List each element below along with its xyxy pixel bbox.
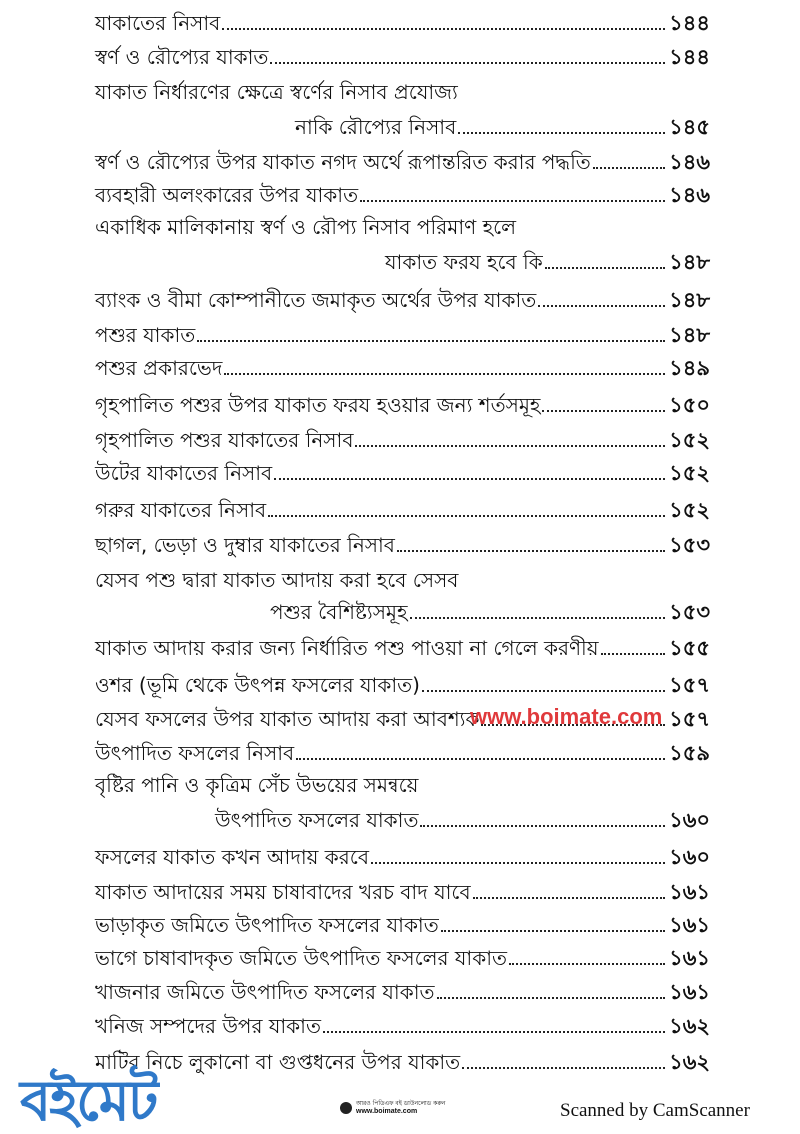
toc-entry [95,875,710,905]
toc-page-number: ১৫৭ [669,673,710,697]
toc-entry [95,840,710,870]
toc-page-number: ১৫২ [669,428,710,452]
toc-entry [95,456,710,486]
toc-entry-title: পশুর প্রকারভেদ [95,356,223,380]
toc-page-number: ১৬০ [669,845,710,869]
footer-promo [340,1100,446,1116]
toc-entry [215,803,710,833]
dot-leader [437,997,666,999]
toc-entry [95,1009,710,1039]
dot-leader [296,758,665,760]
toc-entry [95,528,710,558]
toc-page-number: ১৪৪ [669,11,710,35]
toc-entry-title: বৃষ্টির পানি ও কৃত্রিম সেঁচ উভয়ের সমন্বয়ে [95,773,419,797]
toc-entry-title: খনিজ সম্পদের উপর যাকাত [95,1014,321,1038]
toc-page-number: ১৫০ [669,393,710,417]
camscanner-label: Scanned by CamScanner [560,1100,750,1121]
toc-entry-title: যাকাত আদায়ের সময় চাষাবাদের খরচ বাদ যাবে [95,880,471,904]
toc-page-number: ১৪৬ [669,150,710,174]
toc-page-number: ১৬১ [669,913,710,937]
toc-entry-title: মাটির নিচে লুকানো বা গুপ্তধনের উপর যাকাত [95,1050,461,1074]
toc-page-number: ১৪৮ [669,288,710,312]
dot-leader [420,825,665,827]
dot-leader [410,617,666,619]
toc-entry-title: গরুর যাকাতের নিসাব [95,498,267,522]
dot-leader [538,305,665,307]
toc-entry [95,283,710,313]
dot-leader [224,373,665,375]
toc-entry-title: ভাগে চাষাবাদকৃত জমিতে উৎপাদিত ফসলের যাকাত [95,946,508,970]
toc-entry-title: উৎপাদিত ফসলের যাকাত [215,808,419,832]
toc-entry-title: নাকি রৌপ্যের নিসাব [295,115,457,139]
dot-leader [441,930,665,932]
toc-page-number: ১৬০ [669,808,710,832]
toc-page-number: ১৪৪ [669,45,710,69]
dot-leader [545,267,665,269]
toc-entry-title: যেসব পশু দ্বারা যাকাত আদায় করা হবে সেসব [95,568,459,592]
footer-promo-text: আরও পিডিএফ বই ডাউনলোড করুন [356,1100,446,1107]
dot-leader [397,550,665,552]
footer-url: www.boimate.com [356,1108,418,1115]
toc-entry-title: স্বর্ণ ও রৌপ্যের যাকাত [95,45,269,69]
toc-page-number: ১৪৯ [669,356,710,380]
toc-page-number: ১৫৭ [669,707,710,731]
toc-entry-heading-line [95,75,458,105]
toc-entry-title: যাকাতের নিসাব [95,11,221,35]
toc-entry-title: যাকাত আদায় করার জন্য নির্ধারিত পশু পাওয়া না গেলে করণীয় [95,636,599,660]
dot-leader [509,963,665,965]
toc-entry [95,1045,710,1075]
watermark-logo: বইমেট [20,1069,157,1134]
toc-entry-heading-line [95,563,459,593]
toc-entry-title: ছাগল, ভেড়া ও দুম্বার যাকাতের নিসাব [95,533,395,557]
toc-page-number: ১৪৮ [669,250,710,274]
boimate-logo-icon [340,1102,352,1114]
dot-leader [473,897,666,899]
toc-entry [95,631,710,661]
toc-page-number: ১৫৫ [669,636,710,660]
dot-leader [270,62,665,64]
toc-page-number: ১৬১ [669,880,710,904]
toc-page-number: ১৫৩ [669,600,710,624]
dot-leader [422,690,665,692]
dot-leader [593,167,665,169]
toc-entry-title: ব্যাংক ও বীমা কোম্পানীতে জমাকৃত অর্থের উপর যাকাত [95,288,537,312]
toc-entry-title: একাধিক মালিকানায় স্বর্ণ ও রৌপ্য নিসাব পরিমাণ হলে [95,215,517,239]
toc-page-number: ১৬২ [669,1050,710,1074]
toc-entry [95,423,710,453]
toc-entry-title: উৎপাদিত ফসলের নিসাব [95,741,295,765]
toc-entry-title: যাকাত নির্ধারণের ক্ষেত্রে স্বর্ণের নিসাব প্রযোজ্য [95,80,458,104]
toc-page-number: ১৪৫ [669,115,710,139]
dot-leader [462,1067,665,1069]
toc-entry [95,318,710,348]
toc-entry-title: ফসলের যাকাত কখন আদায় করবে [95,845,369,869]
toc-page-number: ১৫২ [669,498,710,522]
dot-leader [323,1031,665,1033]
toc-page-number: ১৬২ [669,1014,710,1038]
toc-page-number: ১৪৬ [669,183,710,207]
toc-page-number: ১৬১ [669,980,710,1004]
toc-entry [270,595,710,625]
toc-entry-title: পশুর বৈশিষ্ট্যসমূহ [270,600,408,624]
toc-entry [95,668,710,698]
toc-entry [95,908,710,938]
toc-entry-title: গৃহপালিত পশুর যাকাতের নিসাব [95,428,354,452]
toc-page-number: ১৫৩ [669,533,710,557]
toc-entry-title: উটের যাকাতের নিসাব [95,461,273,485]
toc-entry [95,351,710,381]
toc-entry-title: ওশর (ভূমি থেকে উৎপন্ন ফসলের যাকাত) [95,673,420,697]
toc-entry [95,388,710,418]
toc-entry [95,6,710,36]
toc-entry [95,145,710,175]
toc-page-number: ১৫৯ [669,741,710,765]
toc-page-number: ১৬১ [669,946,710,970]
toc-entry [95,736,710,766]
toc-entry [385,245,710,275]
toc-entry-title: যাকাত ফরয হবে কি [385,250,543,274]
watermark-url: www.boimate.com [470,704,663,729]
dot-leader [274,478,665,480]
toc-entry-heading-line [95,210,517,240]
toc-entry [95,493,710,523]
toc-entry [295,110,710,140]
toc-page-number: ১৪৮ [669,323,710,347]
dot-leader [371,862,665,864]
toc-entry [95,178,710,208]
toc-page-number: ১৫২ [669,461,710,485]
dot-leader [601,653,666,655]
toc-entry-title: স্বর্ণ ও রৌপ্যের উপর যাকাত নগদ অর্থে রূপান্তরিত করার পদ্ধতি [95,150,591,174]
toc-entry-heading-line [95,768,445,798]
dot-leader [542,410,665,412]
toc-entry [95,941,710,971]
toc-entry-title: ব্যবহারী অলংকারের উপর যাকাত [95,183,359,207]
dot-leader [268,515,665,517]
toc-entry-title: পশুর যাকাত [95,323,196,347]
dot-leader [355,445,665,447]
dot-leader [360,200,665,202]
toc-entry [95,40,710,70]
dot-leader [458,132,665,134]
toc-entry [95,975,710,1005]
toc-entry-title: খাজনার জমিতে উৎপাদিত ফসলের যাকাত [95,980,435,1004]
dot-leader [222,28,665,30]
toc-entry-title: ভাড়াকৃত জমিতে উৎপাদিত ফসলের যাকাত [95,913,439,937]
toc-entry-title: যেসব ফসলের উপর যাকাত আদায় করা আবশ্যক [95,707,480,731]
dot-leader [197,340,665,342]
toc-entry-title: গৃহপালিত পশুর উপর যাকাত ফরয হওয়ার জন্য শর্তসমূহ [95,393,541,417]
